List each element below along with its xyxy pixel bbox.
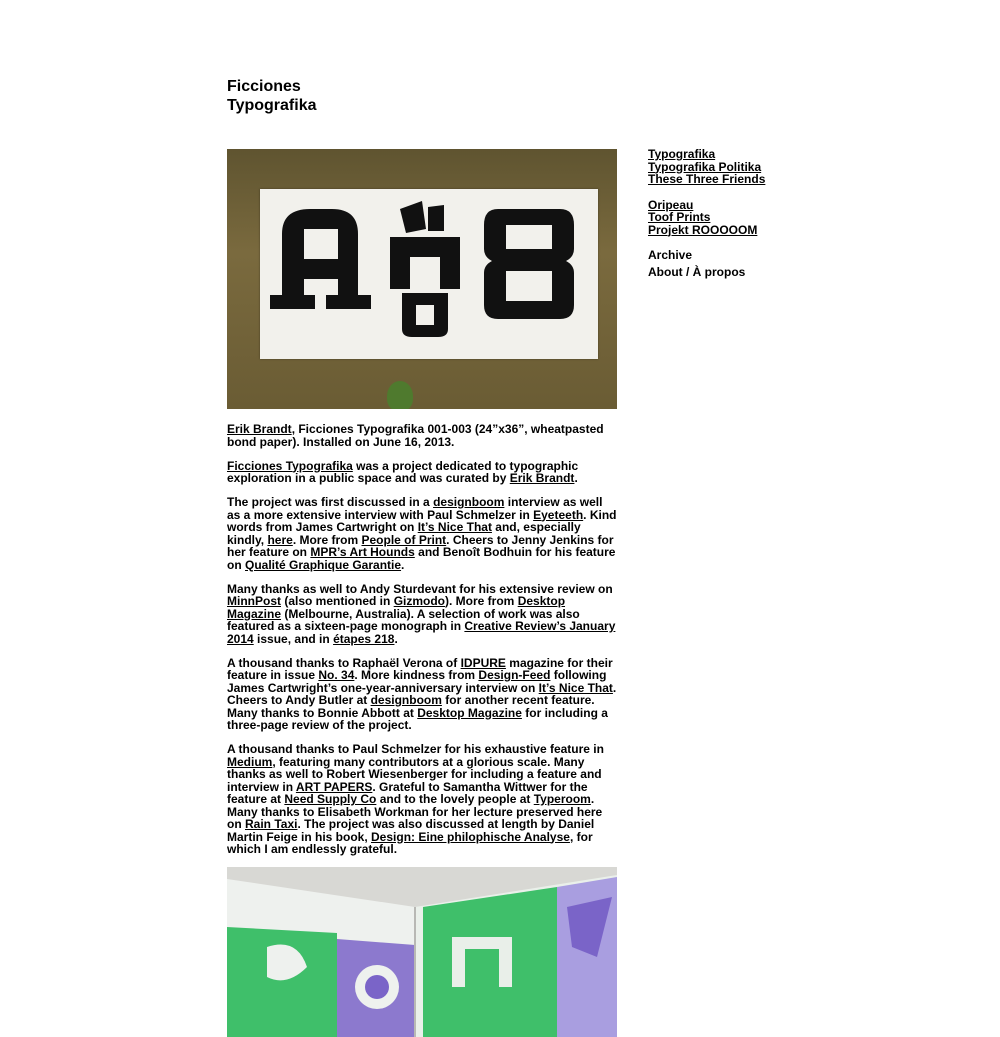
site-title-line2[interactable]: Typografika <box>227 97 317 114</box>
press-paragraph-1 <box>227 496 618 571</box>
p1-text-5: . More from <box>292 532 362 547</box>
p1-text-1: The project was first discussed in a <box>227 495 434 509</box>
hero-caption <box>227 423 618 856</box>
caption-text: , Ficciones Typografika 001-003 (24”x36”, wheatpasted bond paper). Installed on June 16, 2013. <box>227 422 604 449</box>
magazine-spread <box>227 867 617 1037</box>
p3-text-3: . More kindness from <box>354 668 479 682</box>
link-medium[interactable]: Medium <box>227 754 273 769</box>
p2-text-6: . <box>394 631 398 646</box>
p4-text-6: . The project was also discussed at length by Daniel Martin Feige in his book, <box>227 817 595 844</box>
p3-text-1: A thousand thanks to Raphaël Verona of <box>227 655 461 670</box>
nav-archive[interactable]: Archive <box>648 248 693 262</box>
link-here[interactable]: here <box>267 532 293 547</box>
nav-these-three-friends[interactable]: These Three Friends <box>648 172 766 186</box>
p2-text-1: Many thanks as well to Andy Sturdevant for his extensive review on <box>227 581 613 596</box>
press-paragraph-2 <box>227 583 618 646</box>
sidebar-nav <box>648 148 765 282</box>
nav-projekt-rooooom[interactable]: Projekt ROOOOOM <box>648 222 758 237</box>
link-need-supply[interactable]: Need Supply Co <box>284 792 377 806</box>
p3-text-4: following James Cartwright’s one-year-anniversary interview on <box>227 668 607 695</box>
magazine-photo <box>227 867 617 1037</box>
link-gizmodo[interactable]: Gizmodo <box>393 594 446 608</box>
link-its-nice-that-2[interactable]: It’s Nice That <box>538 680 613 695</box>
p1-text-3: . Kind words from James Cartwright on <box>227 507 617 534</box>
p3-text-7: for including a three-page review of the project. <box>227 705 608 732</box>
nav-toof-prints[interactable]: Toof Prints <box>648 210 711 224</box>
p3-text-5: . Cheers to Andy Butler at <box>227 680 617 707</box>
p2-text-4: (Melbourne, Australia). A selection of work was also featured as a sixteen-page monograph in <box>227 606 580 633</box>
project-link[interactable]: Ficciones Typografika <box>227 458 353 473</box>
sidebar-group-projects <box>648 199 765 237</box>
p1-text-2: interview as well as a more extensive interview with Paul Schmelzer in <box>227 495 603 522</box>
link-etapes[interactable]: étapes 218 <box>333 631 395 646</box>
plant-leaf <box>387 381 413 409</box>
link-no-34[interactable]: No. 34 <box>318 668 355 682</box>
link-eyeteeth[interactable]: Eyeteeth <box>533 507 584 522</box>
p3-text-6: for another recent feature. Many thanks to Bonnie Abbott at <box>227 693 595 720</box>
site-title-line1[interactable]: Ficciones <box>227 78 301 95</box>
p4-text-3: . Grateful to Samantha Wittwer for the feature at <box>227 779 588 806</box>
p1-text-7: and Benoît Bodhuin for his feature on <box>227 545 616 572</box>
nav-typografika-politika[interactable]: Typografika Politika <box>648 159 762 174</box>
sidebar-group-typografika <box>648 148 765 186</box>
nav-about[interactable]: About / À propos <box>648 264 746 279</box>
link-desktop-magazine[interactable]: Desktop Magazine <box>227 594 566 621</box>
link-rain-taxi[interactable]: Rain Taxi <box>245 817 298 831</box>
hero-photo <box>227 149 617 409</box>
link-people-of-print[interactable]: People of Print <box>361 532 447 547</box>
link-designboom-2[interactable]: designboom <box>370 693 442 707</box>
link-design-book[interactable]: Design: Eine philophische Analyse <box>371 829 570 844</box>
p1-text-4: and, especially kindly, <box>227 520 581 547</box>
intro-paragraph <box>227 460 618 485</box>
link-its-nice-that[interactable]: It’s Nice That <box>417 520 492 534</box>
p3-text-2: magazine for their feature in issue <box>227 655 613 682</box>
p1-text-6: . Cheers to Jenny Jenkins for her feature on <box>227 532 614 559</box>
link-idpure[interactable]: IDPURE <box>460 655 506 670</box>
link-art-papers[interactable]: ART PAPERS <box>295 779 373 794</box>
link-design-feed[interactable]: Design-Feed <box>478 668 551 682</box>
p2-text-5: issue, and in <box>253 631 334 646</box>
p4-text-7: , for which I am endlessly grateful. <box>227 829 593 856</box>
p4-text-1: A thousand thanks to Paul Schmelzer for his exhaustive feature in <box>227 742 604 756</box>
link-creative-review[interactable]: Creative Review’s January 2014 <box>227 619 616 646</box>
glyph-1 <box>270 209 371 309</box>
nav-typografika[interactable]: Typografika <box>648 147 716 161</box>
intro-text-2: . <box>574 471 578 485</box>
p2-text-3: ). More from <box>445 594 518 608</box>
p4-text-2: , featuring many contributors at a glorious scale. Many thanks as well to Robert Wiesenberger for including a feature and interview in <box>227 754 602 794</box>
curator-link[interactable]: Erik Brandt <box>509 471 575 485</box>
p2-text-2: (also mentioned in <box>281 594 394 608</box>
p4-text-5: . Many thanks to Elisabeth Workman for her lecture preserved here on <box>227 792 603 831</box>
link-desktop-magazine-2[interactable]: Desktop Magazine <box>417 705 522 720</box>
p1-text-8: . <box>401 557 405 572</box>
press-paragraph-3 <box>227 657 618 732</box>
glyph-3 <box>484 209 574 319</box>
poster-glyphs <box>260 189 598 359</box>
link-qualite-graphique[interactable]: Qualité Graphique Garantie <box>245 557 402 572</box>
press-paragraph-4 <box>227 743 618 856</box>
caption-artist-link[interactable]: Erik Brandt <box>227 422 292 436</box>
link-typeroom[interactable]: Typeroom <box>533 792 591 806</box>
link-minnpost[interactable]: MinnPost <box>227 594 281 608</box>
site-title[interactable] <box>227 77 317 115</box>
main-content <box>227 149 618 1037</box>
poster <box>260 189 598 359</box>
intro-text-1: was a project dedicated to typographic exploration in a public space and was curated by <box>227 458 579 485</box>
nav-oripeau[interactable]: Oripeau <box>648 197 694 212</box>
link-designboom[interactable]: designboom <box>433 495 505 509</box>
link-mpr-art-hounds[interactable]: MPR’s Art Hounds <box>310 545 415 559</box>
p4-text-4: and to the lovely people at <box>376 792 534 806</box>
glyph-2 <box>390 201 460 337</box>
